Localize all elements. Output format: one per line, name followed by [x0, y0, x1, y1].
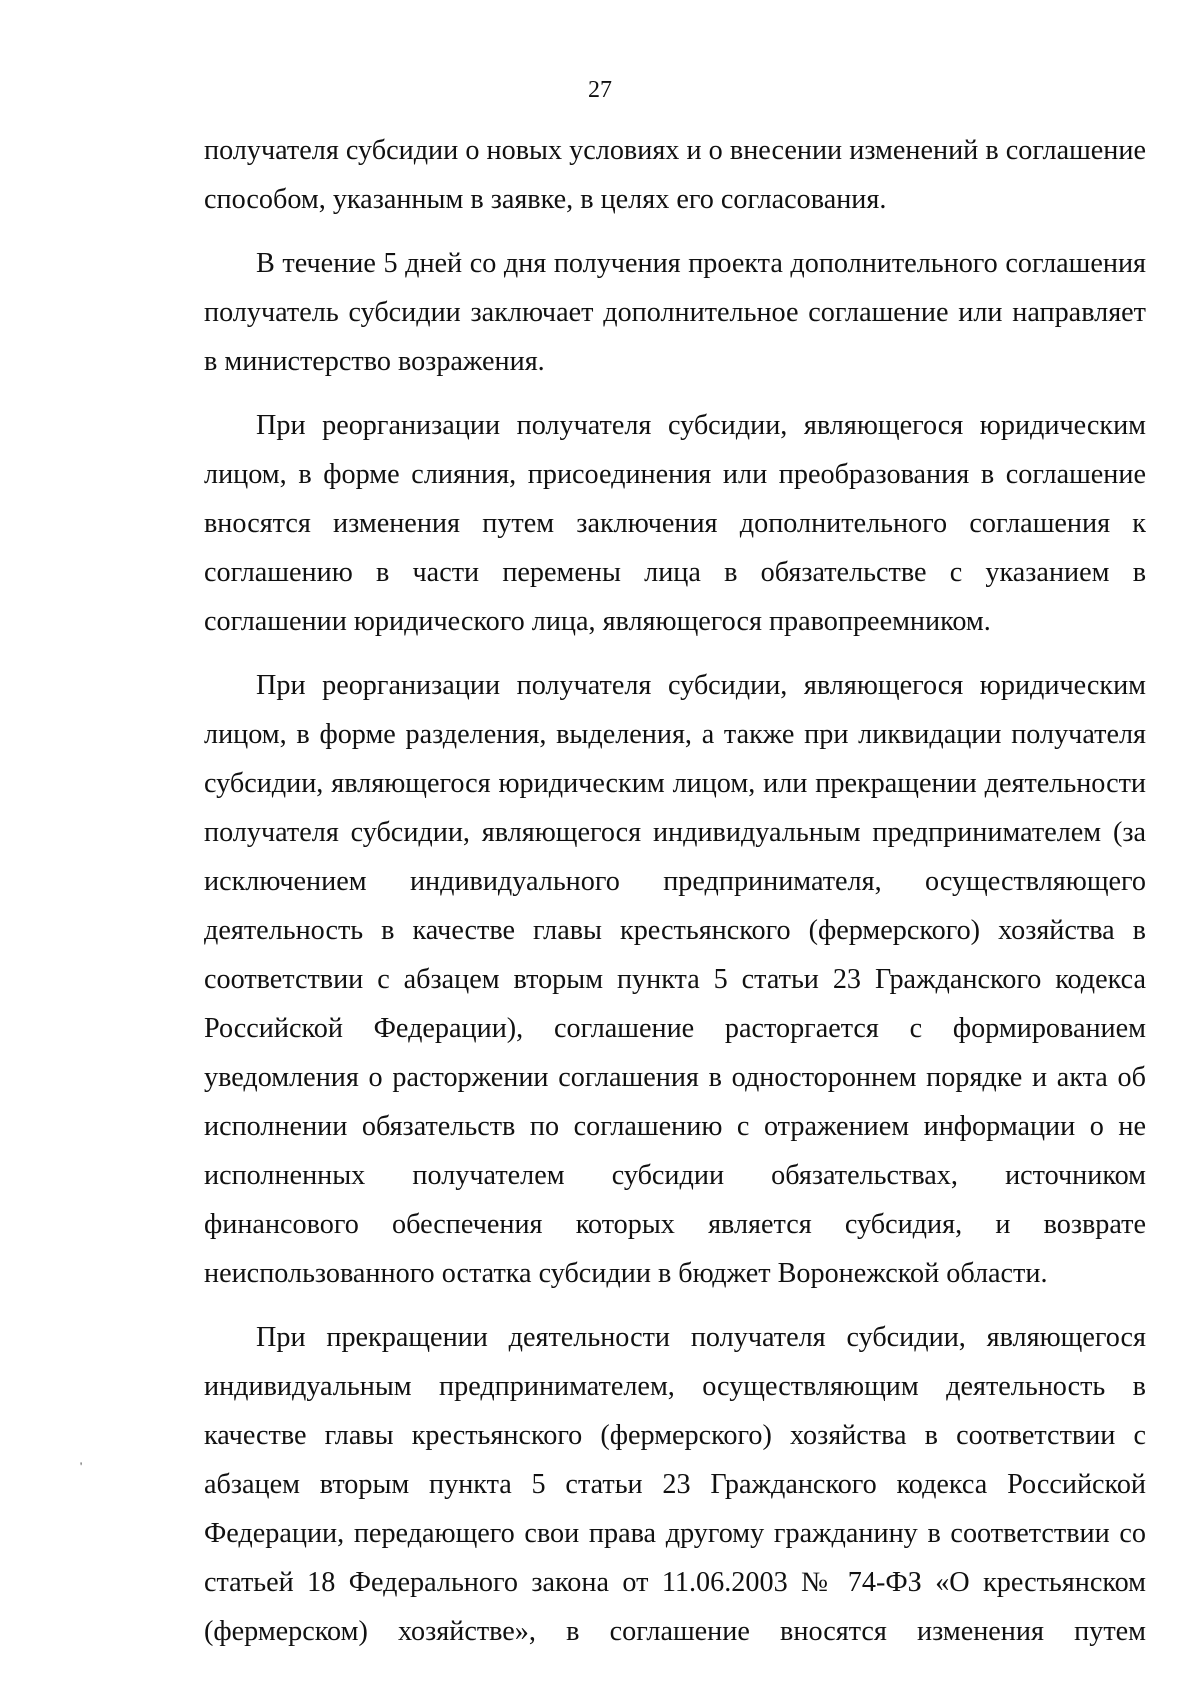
paragraph-reorganization-merger: При реорганизации получателя субсидии, являющегося юридическим лицом, в форме слияния, присоединения или преобразования в соглашение вносятся изменения путем заключения дополнительного соглашения к соглашению в части перемены лица в обязательстве с указанием в соглашении юридического лица, являющегося правопреемником.: [204, 410, 1146, 637]
margin-mark: ': [80, 1459, 83, 1473]
paragraph-farm-termination: При прекращении деятельности получателя субсидии, являющегося индивидуальным предпринимателем, осуществляющим деятельность в качестве главы крестьянского (фермерского) хозяйства в соответствии с абзацем вторым пункта 5 статьи 23 Гражданского кодекса Российской Федерации, передающего свои права другому гражданину в соответствии со статьей 18 Федерального закона от 11.06.2003 № 74-ФЗ «О крестьянском (фермерском) хозяйстве», в соглашение вносятся изменения путем: [204, 1322, 1146, 1647]
page-number: 27: [588, 77, 612, 103]
paragraph-reorganization-division: При реорганизации получателя субсидии, являющегося юридическим лицом, в форме разделения, выделения, а также при ликвидации получателя субсидии, являющегося юридическим лицом, или прекращении деятельности получателя субсидии, являющегося индивидуальным предпринимателем (за исключением индивидуального предпринимателя, осуществляющего деятельность в качестве главы крестьянского (фермерского) хозяйства в соответствии с абзацем вторым пункта 5 статьи 23 Гражданского кодекса Российской Федерации), соглашение расторгается с формированием уведомления о расторжении соглашения в одностороннем порядке и акта об исполнении обязательств по соглашению с отражением информации о не исполненных получателем субсидии обязательствах, источником финансового обеспечения которых является субсидия, и возврате неиспользованного остатка субсидии в бюджет Воронежской области.: [204, 670, 1146, 1289]
document-body: [204, 126, 1146, 1656]
paragraph-continuation: получателя субсидии о новых условиях и о внесении изменений в соглашение способом, указанным в заявке, в целях его согласования.: [204, 135, 1146, 215]
paragraph-objections: В течение 5 дней со дня получения проекта дополнительного соглашения получатель субсидии заключает дополнительное соглашение или направляет в министерство возражения.: [204, 248, 1146, 377]
